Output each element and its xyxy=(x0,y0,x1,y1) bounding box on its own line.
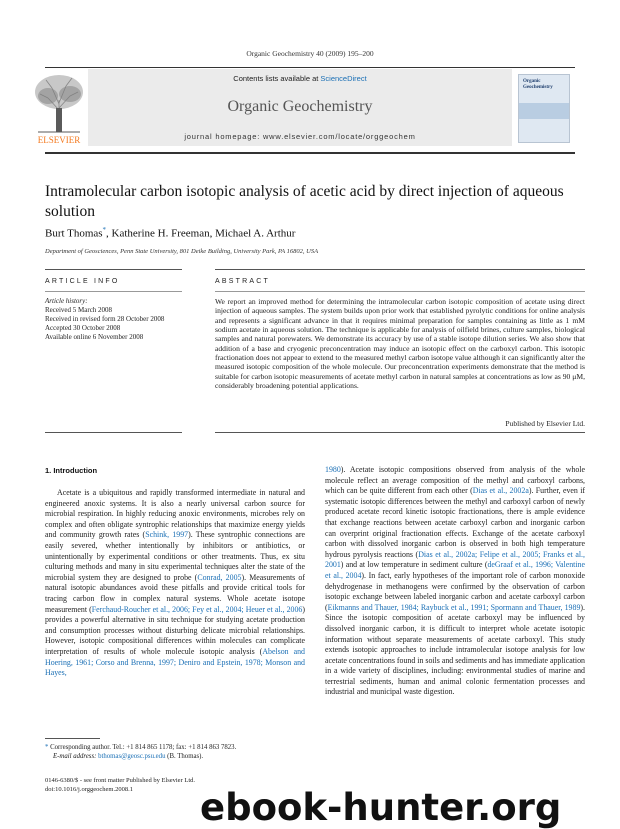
body-text: ). Measurements of natural isotopic abundances avoid these pitfalls and provide critical tools for tracing carbon flow in complex natural systems. Whole acetate isotope measurement ( xyxy=(45,572,305,614)
abstract-text: We report an improved method for determining the intramolecular carbon isotopic composition of acetate using direct injection of aqueous samples. The system builds upon prior work that established pyrolytic conditions for online analysis and represents a significant advance in that it requires minimal preparation for samples containing as little as 1 mM sodium acetate in aqueous solution. The technique is applicable for analysis of oilfield brines, culture samples, biological samples and natural porewaters. We demonstrate its accuracy by use of a stable isotope dilution series. We also show that addition of a base and cryogenic preconcentration may induce an isotopic effect on the carboxyl carbon. This isotopic fractionation does not appear to extend to the measured methyl carbon isotope value although it can significantly alter the measured isotopic composition of the whole molecule. Our preconcentration experiments demonstrate that the method is suitable for carbon isotopic measurements of acetate methyl carbon in natural samples at concentrations as low as 90 μM, considerably broadening potential applications. xyxy=(215,297,585,391)
issn-line: 0146-6380/$ - see front matter Published by Elsevier Ltd. xyxy=(45,777,196,784)
author-list xyxy=(45,226,295,240)
article-history xyxy=(45,297,185,342)
abstract-rule xyxy=(215,269,585,270)
body-text: ). These syntrophic connections are easily severed, whether intentionally by inhibitors or antibiotics, or unintentionally by experimental conditions or other treatments. Thus, ex situ culturing methods and many in situ experimental techniques alter the state of the microbial system they are designed to probe ( xyxy=(45,530,305,582)
article-info-bottom-rule xyxy=(45,432,182,433)
body-text: ) provides a powerful alternative in situ technique for studying acetate production and consumption processes without disturbing delicate microbial relationships. However, isotopic compositional differences within molecules can complicate interpretation of results of whole molecule isotopic analysis ( xyxy=(45,604,306,656)
elsevier-logo xyxy=(30,70,88,146)
email-name: (B. Thomas). xyxy=(165,753,204,760)
body-text: ). Further, even if systematic isotopic differences between the methyl and carboxyl carbon of newly produced acetate record kinetic isotopic fractionations, there is ample evidence that exchange reactions between acetate carboxyl carbon and inorganic carbon can overprint original fractionation effects. Exchange of the acetate carboxyl carbon with dissolved inorganic carbon is observed in both high temperature hydrous pyrolysis reactions ( xyxy=(325,486,586,559)
contents-prefix: Contents lists available at xyxy=(233,74,321,83)
citation-link[interactable]: Schink, 1997 xyxy=(145,530,189,540)
history-item: Received 5 March 2008 xyxy=(45,306,113,314)
watermark: ebook-hunter.org xyxy=(200,786,562,829)
abstract-bottom-rule xyxy=(215,432,585,433)
body-column-right xyxy=(325,465,585,698)
elsevier-wordmark: ELSEVIER xyxy=(37,135,81,145)
footnote-rule xyxy=(45,738,100,739)
footnote xyxy=(45,743,325,761)
authors-rest: , Katherine H. Freeman, Michael A. Arthur xyxy=(106,227,296,240)
contents-line xyxy=(88,74,512,83)
citation-link[interactable]: Abelson and Hoering, 1961; Corso and Brenna, 1997; Deniro and Epstein, 1978; Monson and Hayes, xyxy=(45,646,305,678)
section-heading-introduction: 1. Introduction xyxy=(45,466,98,475)
intro-paragraph-2 xyxy=(325,465,585,698)
journal-homepage[interactable]: journal homepage: www.elsevier.com/locate/orggeochem xyxy=(184,132,416,141)
cover-title-1: Organic xyxy=(523,79,541,84)
body-text: ). Since the isotopic composition of acetate carboxyl may be influenced by dissolved inorganic carbon, it is difficult to interpret whole acetate isotopic information without separate measurements of acetate carboxyl. This study extends isotopic approaches to include intramolecular isotope analysis for low acetate concentrations found in soils and sediments and has immediate application in a wide variety of disciplines, including: environmental studies of marine and terrestrial sediments, human and animal colonic fermentation processes and industrial and municipal waste digestion. xyxy=(325,602,585,697)
running-head: Organic Geochemistry 40 (2009) 195–200 xyxy=(246,49,374,58)
body-column-left xyxy=(45,488,305,679)
history-item: Received in revised form 28 October 2008 xyxy=(45,315,165,323)
author-1: Burt Thomas xyxy=(45,227,103,240)
citation-link[interactable]: Ferchaud-Roucher et al., 2006; Fey et al., 2004; Heuer et al., 2006 xyxy=(91,604,303,614)
article-title: Intramolecular carbon isotopic analysis of acetic acid by direct injection of aqueous solution xyxy=(45,183,564,220)
citation-link[interactable]: Eikmanns and Thauer, 1984; Raybuck et al., 1991; Spormann and Thauer, 1989 xyxy=(327,602,581,612)
citation-link[interactable]: Dias et al., 2002a xyxy=(472,486,529,496)
abstract-subrule xyxy=(215,291,585,292)
footnote-corresponding: Corresponding author. Tel.: +1 814 865 1178; fax: +1 814 863 7823. xyxy=(48,744,237,751)
history-item: Accepted 30 October 2008 xyxy=(45,324,121,332)
issn-doi xyxy=(45,776,195,794)
journal-name: Organic Geochemistry xyxy=(227,98,373,115)
history-item: Available online 6 November 2008 xyxy=(45,333,144,341)
email-label: E-mail address: xyxy=(53,753,99,760)
corresponding-mark[interactable]: * xyxy=(102,226,107,234)
history-label: Article history: xyxy=(45,297,88,305)
footnote-mark: * xyxy=(45,744,49,751)
citation-link[interactable]: Conrad, 2005 xyxy=(197,572,242,582)
citation-link[interactable]: Dias et al., 2002a; Felipe et al., 2005; Franks et al., 2001 xyxy=(325,549,585,570)
citation-link[interactable]: 1980 xyxy=(325,465,341,474)
sciencedirect-link[interactable]: ScienceDirect xyxy=(320,74,367,83)
body-text: Acetate is a ubiquitous and rapidly transformed intermediate in natural and engineered anoxic systems. It is also a nearly universal carbon source for microbial respiration. In highly reducing anoxic environments, microbes rely on complex and often obligate syntrophic relationships that maximize energy yields and community growth rates ( xyxy=(45,488,305,540)
intro-paragraph-1 xyxy=(45,488,305,679)
affiliation: Department of Geosciences, Penn State University, 801 Deike Building, University Park, PA 16802, USA xyxy=(45,248,319,255)
citation-link[interactable]: deGraaf et al., 1996; Valentine et al., 2004 xyxy=(325,560,586,580)
body-text: ). In fact, early hypotheses of the important role of carbon monoxide dehydrogenase in methanogens were confirmed by the observation of carbon isotopic exchange between labeled inorganic carbon and acetate carboxyl carbon ( xyxy=(325,570,586,612)
email-link[interactable]: bthomas@geosc.psu.edu xyxy=(98,753,166,760)
published-by: Published by Elsevier Ltd. xyxy=(505,419,585,428)
article-info-subrule xyxy=(45,291,182,292)
body-text: ) and at low temperature in sediment culture ( xyxy=(340,560,488,570)
doi-line[interactable]: doi:10.1016/j.orggeochem.2008.1 xyxy=(45,786,133,793)
article-info-heading: ARTICLE INFO xyxy=(45,278,120,285)
header-bottom-rule xyxy=(45,152,575,154)
abstract-heading: ABSTRACT xyxy=(215,278,270,285)
article-info-rule xyxy=(45,269,182,270)
body-text: ). Acetate isotopic compositions observed from analysis of the whole molecule reflect an average composition of the methyl and carboxyl carbons, which can be quite different from each other ( xyxy=(325,465,585,496)
header-top-rule xyxy=(45,67,575,68)
cover-title-2: Geochemistry xyxy=(523,85,553,90)
journal-cover-thumbnail xyxy=(518,74,570,143)
